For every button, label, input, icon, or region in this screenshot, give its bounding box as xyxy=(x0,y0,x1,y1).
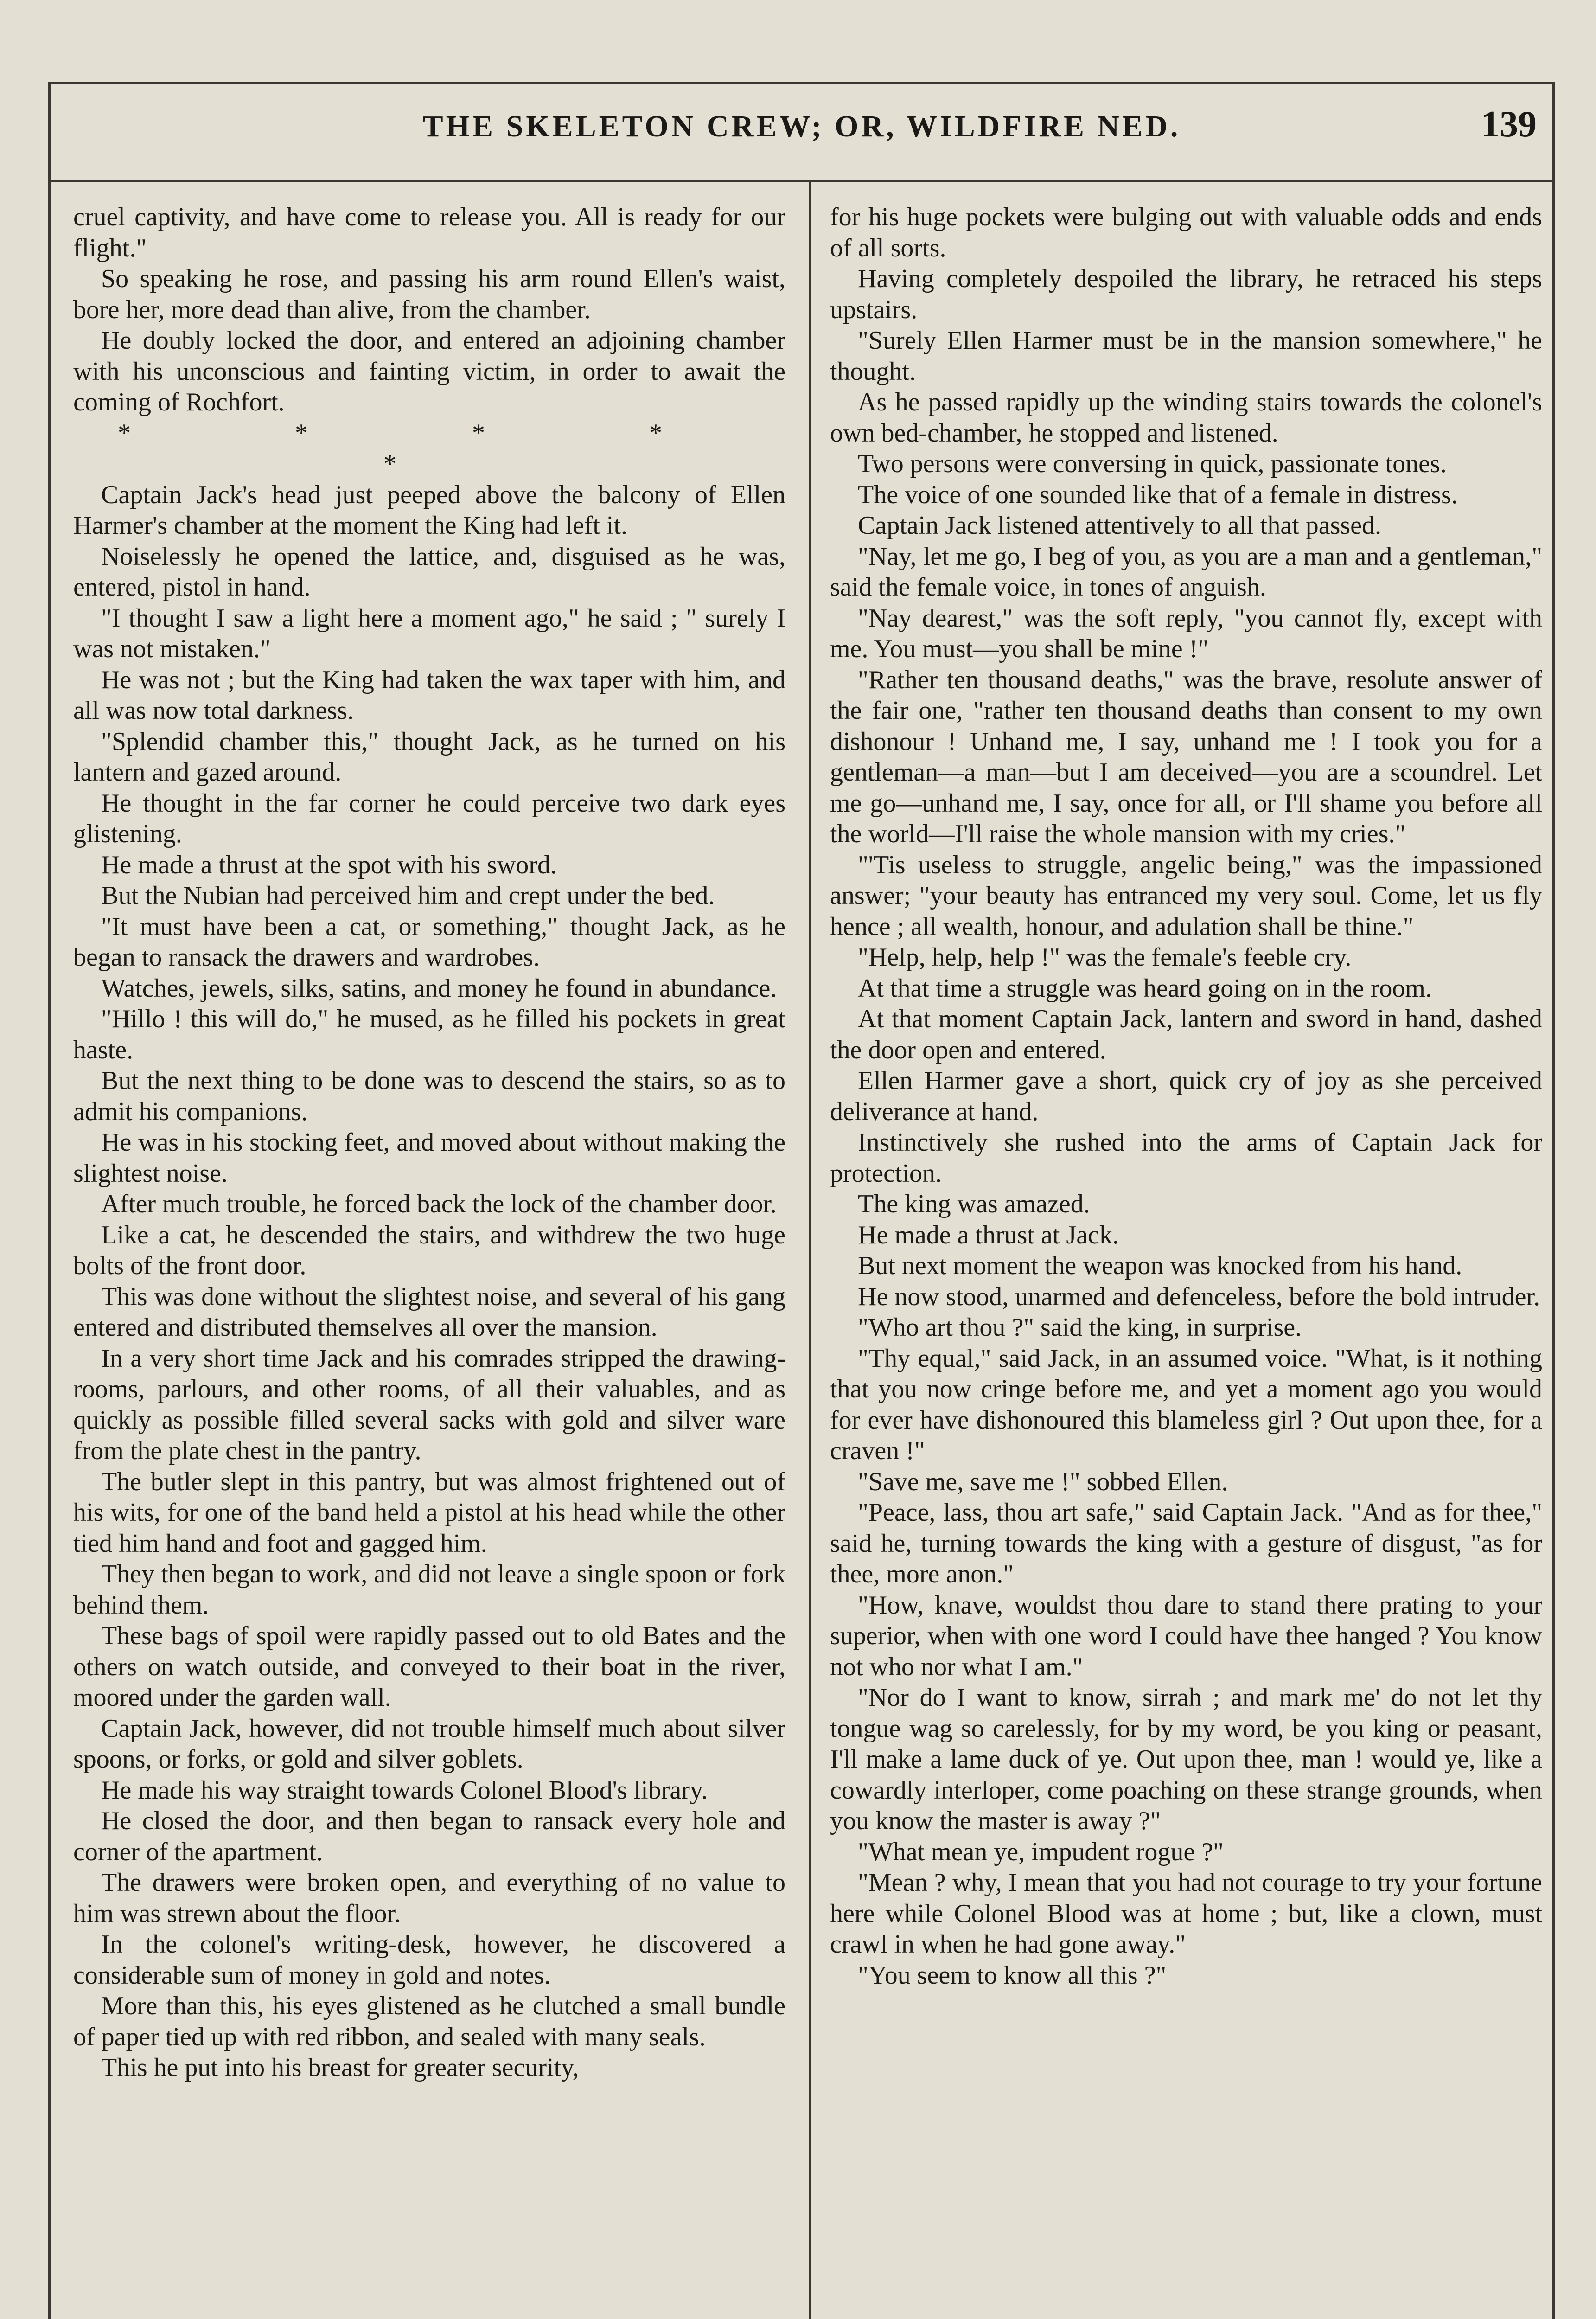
paragraph: As he passed rapidly up the winding stairs towards the colonel's own bed-chamber, he stopped and listened. xyxy=(830,388,1542,448)
paragraph: "Nay dearest," was the soft reply, "you cannot fly, except with me. You must—you shall be mine !" xyxy=(830,603,1542,663)
paragraph: More than this, his eyes glistened as he clutched a small bundle of paper tied up with red ribbon, and sealed with many seals. xyxy=(73,1992,785,2051)
paragraph: Having completely despoiled the library, he retraced his steps upstairs. xyxy=(830,264,1542,324)
page-number: 139 xyxy=(1481,104,1537,145)
paragraph: "What mean ye, impudent rogue ?" xyxy=(858,1837,1224,1866)
paragraph: He made a thrust at the spot with his sword. xyxy=(101,850,557,879)
column-divider xyxy=(809,182,811,2319)
paragraph: But next moment the weapon was knocked from his hand. xyxy=(858,1251,1462,1280)
paragraph: He was in his stocking feet, and moved about without making the slightest noise. xyxy=(73,1128,785,1188)
header-divider xyxy=(48,180,1555,182)
paragraph: This he put into his breast for greater security, xyxy=(101,2053,579,2082)
paragraph: "Save me, save me !" sobbed Ellen. xyxy=(858,1467,1228,1496)
section-break: * * * * * xyxy=(118,418,741,478)
running-head: THE SKELETON CREW; OR, WILDFIRE NED. xyxy=(422,109,1181,143)
paragraph: "'Tis useless to struggle, angelic being," was the impassioned answer; "your beauty has entranced my very soul. Come, let us fly hence ; all wealth, honour, and adulation shall be thine." xyxy=(830,850,1542,941)
page-header xyxy=(48,95,1555,160)
paragraph: "It must have been a cat, or something," thought Jack, as he began to ransack the drawers and wardrobes. xyxy=(73,912,785,972)
paragraph: After much trouble, he forced back the lock of the chamber door. xyxy=(101,1190,777,1218)
left-column xyxy=(73,202,785,2319)
paragraph: "How, knave, wouldst thou dare to stand there prating to your superior, when with one word I could have thee hanged ? You know not who nor what I am." xyxy=(830,1590,1542,1681)
paragraph: "Peace, lass, thou art safe," said Captain Jack. "And as for thee," said he, turning towards the king with a gesture of disgust, "as for thee, more anon." xyxy=(830,1498,1542,1589)
paragraph: Watches, jewels, silks, satins, and money he found in abundance. xyxy=(101,974,777,1003)
paragraph: Captain Jack, however, did not trouble himself much about silver spoons, or forks, or gold and silver goblets. xyxy=(73,1714,785,1774)
paragraph: Noiselessly he opened the lattice, and, disguised as he was, entered, pistol in hand. xyxy=(73,542,785,602)
paragraph: "Hillo ! this will do," he mused, as he filled his pockets in great haste. xyxy=(73,1005,785,1064)
paragraph: Two persons were conversing in quick, passionate tones. xyxy=(858,449,1447,478)
paragraph: In the colonel's writing-desk, however, he discovered a considerable sum of money in gold and notes. xyxy=(73,1930,785,1990)
paragraph: He made his way straight towards Colonel Blood's library. xyxy=(101,1775,708,1805)
paragraph: The voice of one sounded like that of a female in distress. xyxy=(858,480,1458,509)
paragraph: They then began to work, and did not leave a single spoon or fork behind them. xyxy=(73,1560,785,1620)
paragraph: "Mean ? why, I mean that you had not courage to try your fortune here while Colonel Blood was at home ; but, like a clown, must crawl in when he had gone away." xyxy=(830,1868,1542,1959)
paragraph: He now stood, unarmed and defenceless, before the bold intruder. xyxy=(858,1282,1540,1311)
paragraph: Captain Jack's head just peeped above the balcony of Ellen Harmer's chamber at the moment the King had left it. xyxy=(73,480,785,540)
paragraph: "You seem to know all this ?" xyxy=(858,1960,1167,1990)
paragraph: The drawers were broken open, and everything of no value to him was strewn about the floor. xyxy=(73,1868,785,1928)
paragraph: "Rather ten thousand deaths," was the brave, resolute answer of the fair one, "rather ten thousand deaths than consent to my own dishonour ! Unhand me, I say, unhand me ! I took you for a gentleman—a man—but I am deceived—you are a scoundrel. Let me go—unhand me, I say, once for all, or I'll shame you before all the world—I'll raise the whole mansion with my cries." xyxy=(830,665,1542,848)
paragraph: "I thought I saw a light here a moment ago," he said ; " surely I was not mistaken." xyxy=(73,603,785,663)
paragraph: Ellen Harmer gave a short, quick cry of joy as she perceived deliverance at hand. xyxy=(830,1066,1542,1126)
paragraph: But the Nubian had perceived him and crept under the bed. xyxy=(101,881,715,910)
paragraph: He made a thrust at Jack. xyxy=(858,1220,1119,1249)
paragraph: He was not ; but the King had taken the wax taper with him, and all was now total darkness. xyxy=(73,665,785,725)
paragraph: The butler slept in this pantry, but was almost frightened out of his wits, for one of the band held a pistol at his head while the other tied him hand and foot and gagged him. xyxy=(73,1467,785,1558)
paragraph: "Who art thou ?" said the king, in surprise. xyxy=(858,1313,1302,1342)
paragraph: "Thy equal," said Jack, in an assumed voice. "What, is it nothing that you now cringe before me, and yet a moment ago you would for ever have dishonoured this blameless girl ? Out upon thee, for a craven !" xyxy=(830,1344,1542,1465)
paragraph: Captain Jack listened attentively to all that passed. xyxy=(858,511,1382,540)
paragraph: At that time a struggle was heard going on in the room. xyxy=(858,974,1432,1003)
paragraph: "Splendid chamber this," thought Jack, as he turned on his lantern and gazed around. xyxy=(73,727,785,787)
paragraph: "Surely Ellen Harmer must be in the mansion somewhere," he thought. xyxy=(830,326,1542,386)
paragraph: In a very short time Jack and his comrades stripped the drawing-rooms, parlours, and other rooms, of all their valuables, and as quickly as possible filled several sacks with gold and silver ware from the plate chest in the pantry. xyxy=(73,1344,785,1465)
paragraph: for his huge pockets were bulging out with valuable odds and ends of all sorts. xyxy=(830,203,1542,263)
paragraph: At that moment Captain Jack, lantern and sword in hand, dashed the door open and entered. xyxy=(830,1005,1542,1064)
paragraph: The king was amazed. xyxy=(858,1190,1090,1218)
paragraph: "Help, help, help !" was the female's feeble cry. xyxy=(858,943,1352,972)
paragraph: He thought in the far corner he could perceive two dark eyes glistening. xyxy=(73,788,785,848)
paragraph: Like a cat, he descended the stairs, and withdrew the two huge bolts of the front door. xyxy=(73,1220,785,1280)
paragraph: But the next thing to be done was to descend the stairs, so as to admit his companions. xyxy=(73,1066,785,1126)
paragraph: These bags of spoil were rapidly passed out to old Bates and the others on watch outside, and conveyed to their boat in the river, moored under the garden wall. xyxy=(73,1621,785,1712)
paragraph: He closed the door, and then began to ransack every hole and corner of the apartment. xyxy=(73,1807,785,1866)
paragraph: "Nay, let me go, I beg of you, as you are a man and a gentleman," said the female voice, in tones of anguish. xyxy=(830,542,1542,602)
paragraph: So speaking he rose, and passing his arm round Ellen's waist, bore her, more dead than alive, from the chamber. xyxy=(73,264,785,324)
paragraph: "Nor do I want to know, sirrah ; and mark me' do not let thy tongue wag so carelessly, for by my word, be you king or peasant, I'll make a lame duck of ye. Out upon thee, man ! would ye, like a cowardly interloper, come poaching on these strange grounds, when you know the master is away ?" xyxy=(830,1683,1542,1835)
paragraph: cruel captivity, and have come to release you. All is ready for our flight." xyxy=(73,203,785,263)
right-column xyxy=(830,202,1542,2319)
paragraph: He doubly locked the door, and entered an adjoining chamber with his unconscious and fainting victim, in order to await the coming of Rochfort. xyxy=(73,326,785,416)
paragraph: Instinctively she rushed into the arms of Captain Jack for protection. xyxy=(830,1128,1542,1188)
paragraph: This was done without the slightest noise, and several of his gang entered and distributed themselves all over the mansion. xyxy=(73,1282,785,1342)
